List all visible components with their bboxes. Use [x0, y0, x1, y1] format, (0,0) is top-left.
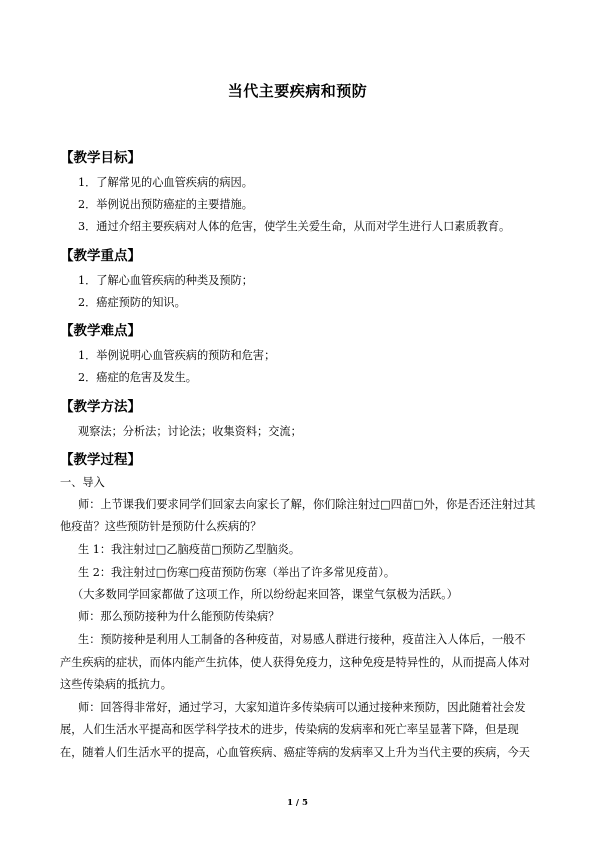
- page-number: 1 / 5: [287, 798, 308, 808]
- keypoint-item-2: 2．癌症预防的知识。: [78, 296, 186, 309]
- section-heading-keypoints: 【教学重点】: [60, 248, 141, 264]
- goal-item-1: 1．了解常见的心血管疾病的病因。: [78, 176, 253, 189]
- process-line-12: 展，人们生活水平提高和医学科学技术的进步，传染病的发病率和死亡率呈显著下降，但是现: [60, 723, 519, 736]
- process-line-13: 在，随着人们生活水平的提高，心血管疾病、癌症等病的发病率又上升为当代主要的疾病，今天: [60, 746, 530, 759]
- section-heading-methods: 【教学方法】: [60, 399, 141, 415]
- process-line-10: 这些传染病的抵抗力。: [60, 678, 172, 691]
- difficulty-item-2: 2．癌症的危害及发生。: [78, 371, 197, 384]
- section-heading-goals: 【教学目标】: [60, 150, 141, 166]
- process-line-6: （大多数同学回家都做了这项工作，所以纷纷起来回答，课堂气氛极为活跃。）: [72, 588, 458, 601]
- keypoint-item-1: 1．了解心血管疾病的种类及预防；: [78, 274, 253, 287]
- process-line-3: 他疫苗？这些预防针是预防什么疾病的？: [60, 520, 262, 533]
- process-line-4: 生 1：我注射过□乙脑疫苗□预防乙型脑炎。: [78, 543, 301, 556]
- section-heading-difficulties: 【教学难点】: [60, 323, 141, 339]
- process-line-11: 师：回答得非常好，通过学习，大家知道许多传染病可以通过接种来预防，因此随着社会发: [78, 701, 526, 714]
- goal-item-3: 3．通过介绍主要疾病对人体的危害，使学生关爱生命，从而对学生进行人口素质教育。: [78, 220, 511, 233]
- difficulty-item-1: 1．举例说明心血管疾病的预防和危害；: [78, 349, 276, 362]
- section-heading-process: 【教学过程】: [60, 452, 141, 468]
- methods-text: 观察法；分析法；讨论法；收集资料；交流；: [78, 425, 302, 438]
- process-line-8: 生：预防接种是利用人工制备的各种疫苗，对易感人群进行接种，疫苗注入人体后，一般不: [78, 633, 526, 646]
- process-line-7: 师：那么预防接种为什么能预防传染病？: [78, 610, 280, 623]
- page-title: 当代主要疾病和预防: [227, 82, 368, 100]
- process-line-2: 师：上节课我们要求同学们回家去向家长了解，你们除注射过□四苗□外，你是否还注射过其: [78, 498, 536, 511]
- goal-item-2: 2．举例说出预防癌症的主要措施。: [78, 198, 253, 211]
- process-line-9: 产生疾病的症状，而体内能产生抗体，使人获得免疫力，这种免疫是特异性的，从而提高人体对: [60, 656, 530, 669]
- process-line-1: 一、导入: [60, 476, 105, 489]
- process-line-5: 生 2：我注射过□伤寒□疫苗预防伤寒（举出了许多常见疫苗）。: [78, 566, 396, 579]
